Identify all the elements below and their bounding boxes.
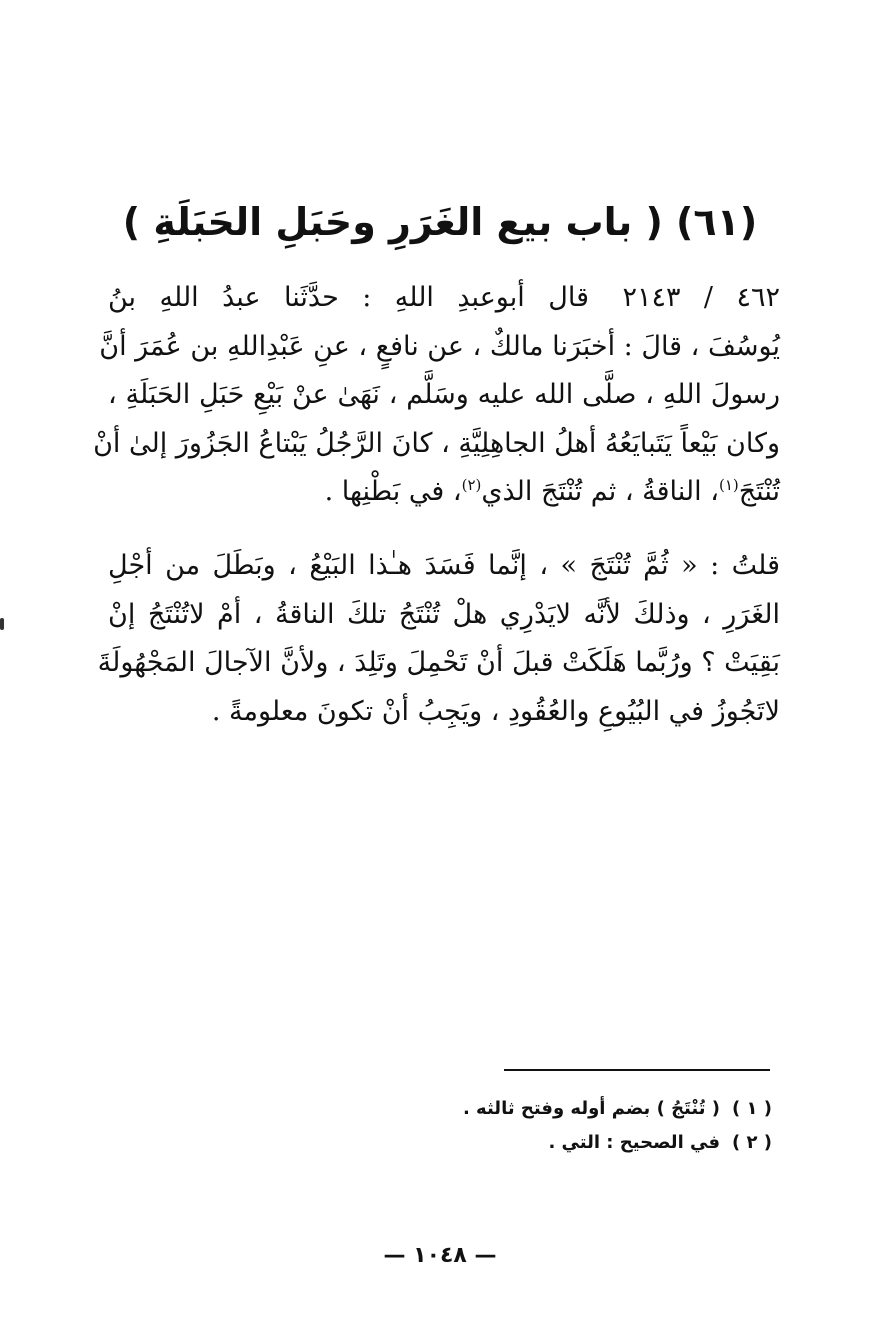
page-number: — ١٠٤٨ — xyxy=(383,1243,497,1268)
hadith-line-3: رسولَ اللهِ ، صلَّى الله عليه وسَلَّم ، نَهَىٰ عنْ بَيْعِ حَبَلِ الحَبَلَةِ ، xyxy=(108,379,780,410)
margin-mark xyxy=(0,618,4,630)
footnote-separator xyxy=(504,1069,770,1071)
chapter-title: (٦١) ( باب بيع الغَرَرِ وحَبَلِ الحَبَلَةِ ) xyxy=(122,200,758,244)
footnote-2-text: في الصحيح : التي . xyxy=(548,1132,720,1153)
hadith-line-2: يُوسُفَ ، قالَ : أخبَرَنا مالكٌ ، عن نافعٍ ، عنِ عَبْدِاللهِ بن عُمَرَ أنَّ xyxy=(99,330,780,362)
hadith-number: ٤٦٢ / ٢١٤٣ xyxy=(622,282,780,313)
commentary-line-4: لاتَجُوزُ في البُيُوعِ والعُقُودِ ، ويَجِبُ أنْ تكونَ معلومةً . xyxy=(211,695,780,727)
commentary-line-2: الغَرَرِ ، وذلكَ لأنَّه لايَدْرِي هلْ تُنْتَجُ تلكَ الناقةُ ، أمْ لاتُنْتَجُ إنْ xyxy=(108,598,780,630)
hadith-line-1-text: قال أبوعبدِ اللهِ : حدَّثَنا عبدُ اللهِ بنُ xyxy=(108,282,589,313)
hadith-line-4: وكان بَيْعاً يَتَبايَعُهُ أهلُ الجاهِلِيَّةِ ، كانَ الرَّجُلُ يَبْتاعُ الجَزُورَ إلىٰ أنْ xyxy=(93,427,780,459)
footnote-1-text: ( تُنْتَجُ ) بضم أوله وفتح ثالثه . xyxy=(462,1098,720,1119)
hadith-line-1 xyxy=(108,274,780,323)
footnotes xyxy=(300,1092,772,1160)
hadith-line-5-middle: الناقةُ ، ثم تُنْتَجَ الذي xyxy=(481,476,702,507)
commentary-line-3: بَقِيَتْ ؟ ورُبَّما هَلَكَتْ قبلَ أنْ تَحْمِلَ وتَلِدَ ، ولأنَّ الآجالَ المَجْهُولَةَ xyxy=(97,647,780,678)
hadith-line-5-end: ، في بَطْنِها . xyxy=(324,476,462,507)
hadith-line-5-start: تُنْتَجَ xyxy=(738,476,780,507)
footnote-2-mark: ( ٢ ) xyxy=(732,1132,772,1153)
commentary-line-1: قلتُ : « ثُمَّ تُنْتَجَ » ، إنَّما فَسَدَ هـٰذا البَيْعُ ، وبَطَلَ من أجْلِ xyxy=(108,550,780,581)
footnote-1-mark: ( ١ ) xyxy=(732,1098,772,1119)
footnote-ref-2[interactable]: (٢) xyxy=(461,476,482,494)
footnote-2 xyxy=(300,1126,772,1160)
commentary-paragraph xyxy=(97,542,780,736)
footnote-ref-1[interactable]: (١) xyxy=(718,476,739,494)
footnote-1 xyxy=(300,1092,772,1126)
hadith-line-5: تُنْتَجَ$^{(١)}$، الناقةُ ، ثم تُنْتَجَ الذي$^{(٢)}$، في بَطْنِها . xyxy=(324,476,780,507)
hadith-paragraph xyxy=(93,274,780,517)
